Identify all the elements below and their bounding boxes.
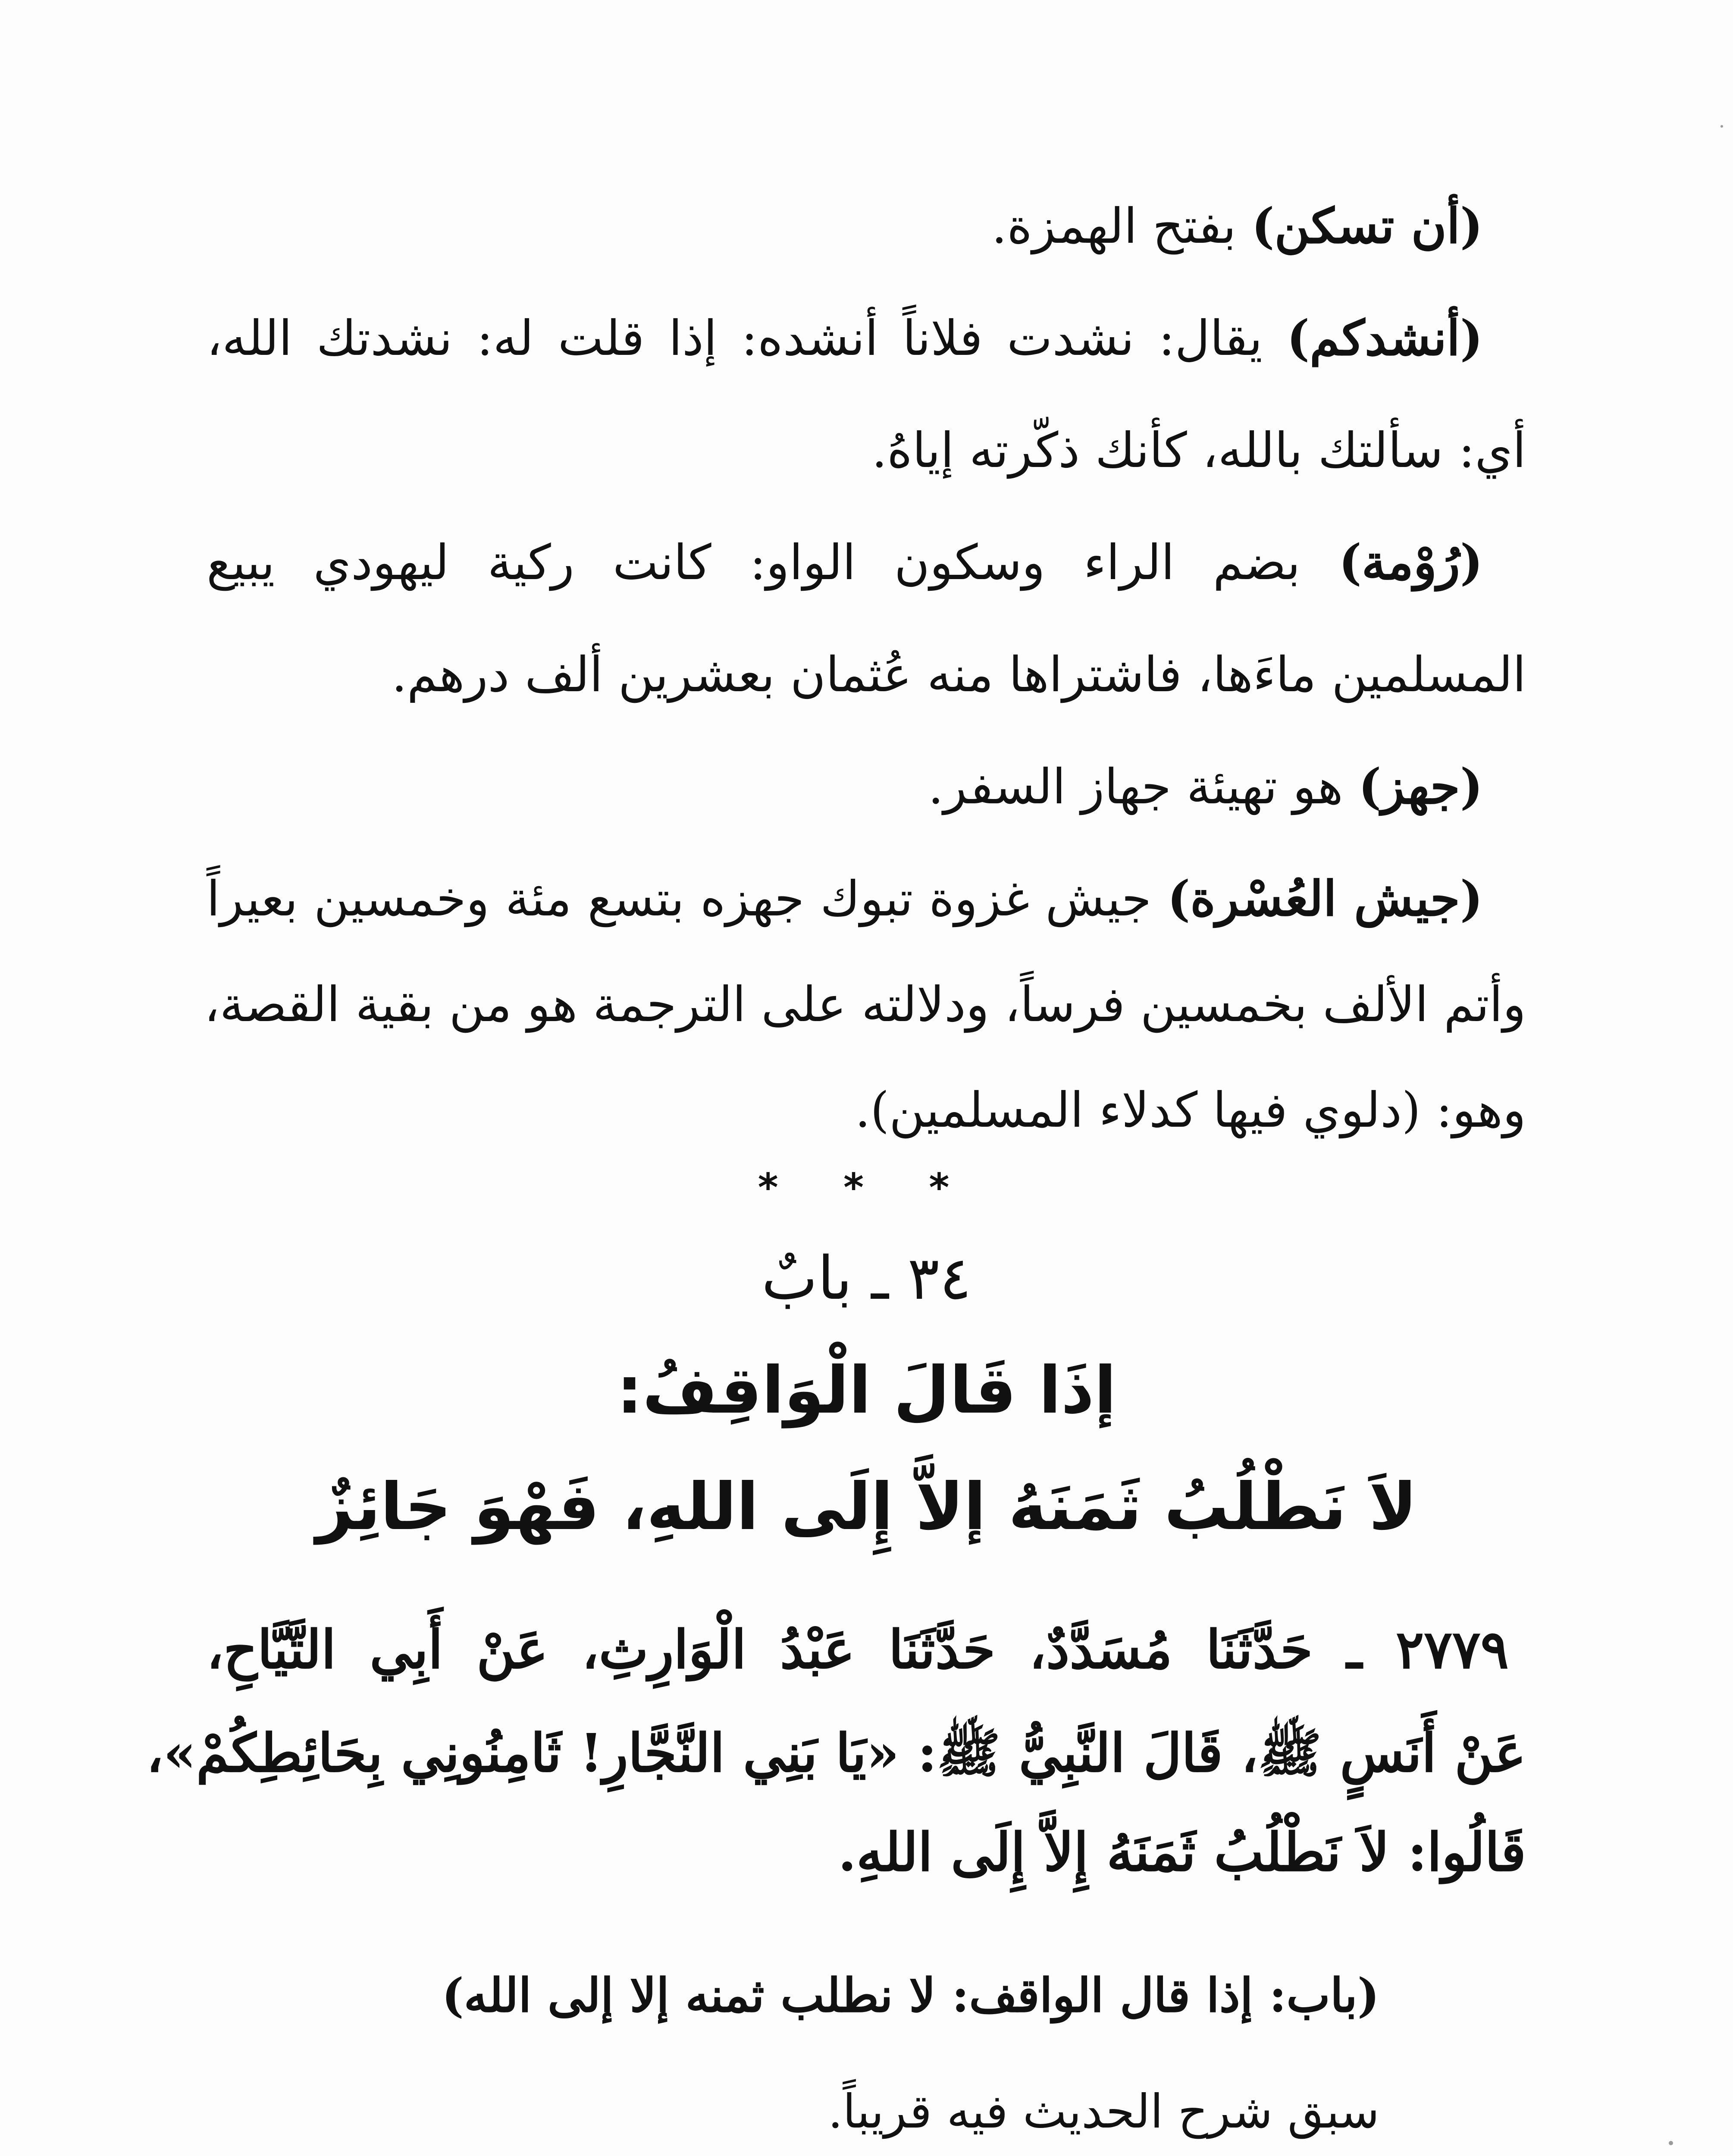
gloss-text: جيش غزوة تبوك جهزه بتسع مئة وخمسين بعيراً [207,871,1168,927]
gloss-term: (أنشدكم) [1287,310,1483,367]
gloss-term: (جهز) [1358,758,1483,815]
gloss-text: بفتح الهمزة. [991,198,1252,254]
gloss-line-2 [207,308,1483,369]
scan-speck [1720,125,1723,128]
hadith-text: عَنْ أَنَسٍ ﷺ، قَالَ النَّبِيُّ ﷺ: «يَا بَنِي النَّجَّارِ! ثَامِنُونِي بِحَائِطِكُمْ»، [146,1722,1526,1784]
hadith-text: ٢٧٧٩ ـ حَدَّثَنَا مُسَدَّدٌ، حَدَّثَنَا عَبْدُ الْوَارِثِ، عَنْ أَبِي التَّيَّاحِ، [207,1618,1509,1680]
gloss-text: وأتم الألف بخمسين فرساً، ودلالته على الترجمة هو من بقية القصة، [204,977,1526,1033]
section-separator: * * * [758,1165,975,1210]
gloss-text: يقال: نشدت فلاناً أنشده: إذا قلت له: نشدتك الله، [207,310,1287,367]
gloss-line-5 [207,645,1526,705]
gloss-line-8 [204,975,1526,1035]
chapter-number: ٣٤ ـ بابٌ [762,1244,971,1313]
chapter-title-line-1: إذَا قَالَ الْوَاقِفُ: [617,1353,1116,1428]
hadith-line-2 [146,1718,1526,1787]
gloss-text: وهو: (دلوي فيها كدلاء المسلمين). [855,1082,1526,1138]
gloss-term: (رُوْمة) [1338,534,1483,591]
gloss-text: بضم الراء وسكون الواو: كانت ركية ليهودي يبيع [207,535,1339,591]
gloss-line-4 [207,533,1483,593]
hadith-line-1 [207,1615,1509,1684]
hadith-line-3 [207,1818,1526,1887]
gloss-text: أي: سألتك بالله، كأنك ذكّرته إياهُ. [871,423,1526,479]
chapter-title-line-2: لاَ نَطْلُبُ ثَمَنَهُ إلاَّ إِلَى اللهِ، فَهْوَ جَائِزٌ [316,1470,1417,1545]
gloss-text: هو تهيئة جهاز السفر. [928,759,1359,815]
gloss-line-3 [207,420,1526,481]
gloss-term: (أن تسكن) [1251,198,1483,254]
gloss-term: (جيش العُسْرة) [1167,871,1483,927]
gloss-line-7 [207,869,1483,929]
scan-speck [1669,2141,1673,2145]
gloss-text: المسلمين ماءَها، فاشتراها منه عُثمان بعشرين ألف درهم. [392,647,1526,703]
commentary-heading: (باب: إذا قال الواقف: لا نطلب ثمنه إلا إلى الله) [442,1968,1379,2023]
hadith-text: قَالُوا: لاَ نَطْلُبُ ثَمَنَهُ إِلاَّ إِلَى اللهِ. [838,1821,1526,1883]
gloss-line-1 [163,196,1483,257]
commentary-text: سبق شرح الحديث فيه قريباً. [828,2085,1379,2139]
gloss-line-9 [207,1080,1526,1141]
gloss-line-6 [163,757,1483,817]
